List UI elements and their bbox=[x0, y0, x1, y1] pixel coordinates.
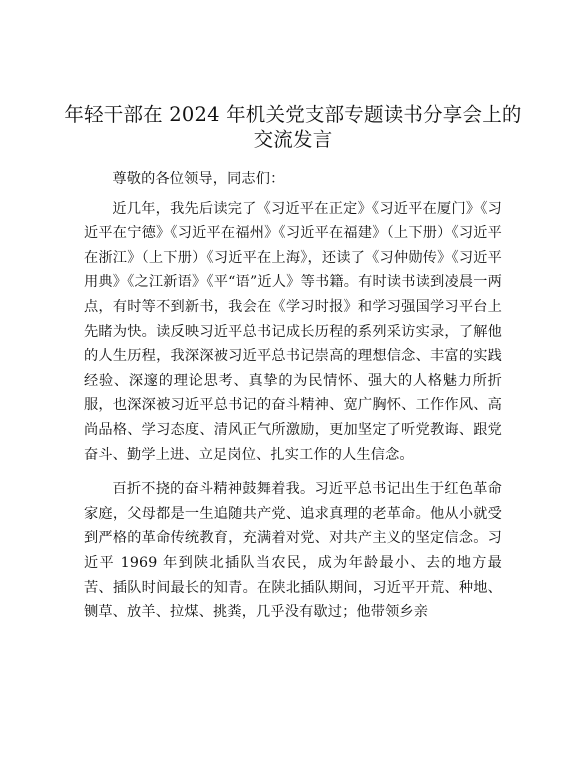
paragraph-2: 百折不挠的奋斗精神鼓舞着我。习近平总书记出生于红色革命家庭，父母都是一生追随共产党、追求真理的老革命。他从小就受到严格的革命传统教育，充满着对党、对共产主义的坚定信念。习近平 1969 年到陕北插队当农民，成为年龄最小、去的地方最苦、插队时间最长的知青。在陕北插队期间，习近平开荒、种地、铡草、放羊、拉煤、挑粪，几乎没有歇过；他带领乡亲 bbox=[84, 481, 502, 621]
salutation: 尊敬的各位领导，同志们： bbox=[112, 171, 285, 187]
paragraph-1: 近几年，我先后读完了《习近平在正定》《习近平在厦门》《习近平在宁德》《习近平在福州》《习近平在福建》（上下册）《习近平在浙江》（上下册）《习近平在上海》，还读了《习仲勋传》《习近平用典》《之江新语》《平“语”近人》等书籍。有时读书读到凌晨一两点，有时等不到新书，我会在《学习时报》和学习强国学习平台上先睹为快。读反映习近平总书记成长历程的系列采访实录，了解他的人生历程，我深深被习近平总书记崇高的理想信念、丰富的实践经验、深邃的理论思考、真挚的为民情怀、强大的人格魅力所折服，也深深被习近平总书记的奋斗精神、宽广胸怀、工作作风、高尚品格、学习态度、清风正气所激励，更加坚定了听党教诲、跟党奋斗、勤学上进、立足岗位、扎实工作的人生信念。 bbox=[84, 200, 502, 463]
document-title: 年轻干部在 2024 年机关党支部专题读书分享会上的交流发言 bbox=[64, 103, 522, 151]
document-body bbox=[84, 167, 502, 625]
